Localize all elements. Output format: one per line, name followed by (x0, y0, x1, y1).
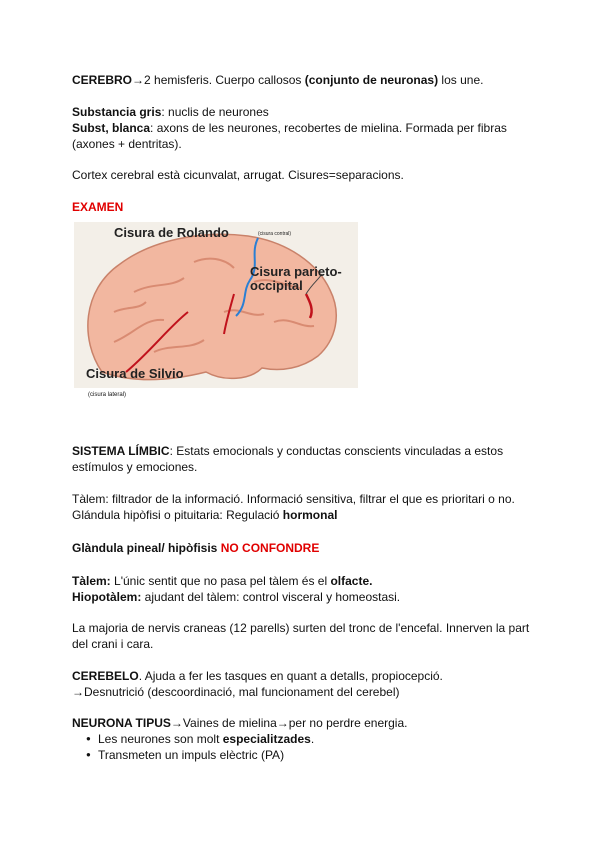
brain-figure (74, 222, 358, 388)
talem2-text: L'únic sentit que no pasa pel tàlem és el (110, 574, 331, 588)
neurona-line (72, 715, 532, 731)
examen-label: EXAMEN (72, 200, 124, 214)
limbic-label: SISTEMA LÍMBIC (72, 444, 170, 458)
rolando-note: (cisura contral) (258, 231, 292, 237)
cerebro-paragraph (72, 72, 532, 88)
talem2-line (72, 573, 532, 589)
talem-line: Tàlem: filtrador de la informació. Informació sensitiva, filtrar el que es prioritari o no. (72, 492, 515, 506)
cerebro-heading: CEREBRO (72, 73, 133, 87)
silvio-label: Cisura de Silvio (86, 366, 184, 381)
bullet-bold: especialitzades (222, 732, 311, 746)
bullet-text: Les neurones son molt (98, 732, 223, 746)
talem2-bold: olfacte. (330, 574, 373, 588)
bullet-tail: . (310, 732, 315, 746)
limbic-paragraph (72, 443, 532, 475)
list-item (72, 731, 314, 747)
talem2-label: Tàlem: (72, 574, 111, 588)
cerebelo-line2: →Desnutrició (descoordinació, mal funcionament del cerebel) (72, 685, 400, 699)
hipotalem-line (72, 589, 532, 605)
cerebelo-label: CEREBELO (72, 669, 139, 683)
pineal-line (72, 540, 532, 556)
blanca-text: : axons de les neurones, recobertes de mielina. Formada per fibras (axones + dentritas). (72, 121, 507, 151)
neurona-text: →Vaines de mielina→per no perdre energia. (170, 716, 408, 730)
parieto-label-1: Cisura parieto- (250, 264, 342, 279)
bullet-text: Transmeten un impuls elèctric (PA) (98, 748, 285, 762)
no-confondre-label: NO CONFONDRE (220, 541, 320, 555)
pineal-text: Glàndula pineal/ hipòfisis (72, 541, 221, 555)
cerebro-text: 2 hemisferis. Cuerpo callosos (144, 73, 305, 87)
blanca-label: Subst, blanca (72, 121, 151, 135)
limbic-text: : Estats emocionals y conductas conscients vinculadas a estos estímulos y emociones. (72, 444, 504, 474)
rolando-label: Cisura de Rolando (114, 225, 229, 240)
arrow: → (132, 73, 145, 87)
cerebelo-line (72, 668, 532, 684)
cerebelo-text: . Ajuda a fer les tasques en quant a detalls, propiocepció. (138, 669, 443, 683)
gris-label: Substancia gris (72, 105, 162, 119)
nervis-paragraph: La majoria de nervis craneas (12 parells) surten del tronc de l'encefal. Innerven la part del crani i cara. (72, 621, 530, 651)
neurona-bullets (72, 731, 314, 763)
substancia-gris-line (72, 104, 532, 120)
glandula-bold: hormonal (282, 508, 338, 522)
silvio-note: (cisura lateral) (88, 392, 127, 398)
glandula-line (72, 507, 532, 523)
cortex-line: Cortex cerebral està cicunvalat, arrugat. Cisures=separacions. (72, 168, 404, 182)
glandula-text: Glándula hipòfisi o pituitaria: Regulació (72, 508, 283, 522)
gris-text: : nuclis de neurones (161, 105, 269, 119)
substancia-blanca-line (72, 120, 532, 152)
cerebro-text-end: los une. (438, 73, 484, 87)
neurona-label: NEURONA TIPUS (72, 716, 171, 730)
list-item (72, 747, 314, 763)
hipotalem-text: ajudant del tàlem: control visceral y homeostasi. (141, 590, 401, 604)
cerebro-bold: (conjunto de neuronas) (304, 73, 439, 87)
parieto-label-2: occipital (250, 278, 303, 293)
hipotalem-label: Hiopotàlem: (72, 590, 142, 604)
